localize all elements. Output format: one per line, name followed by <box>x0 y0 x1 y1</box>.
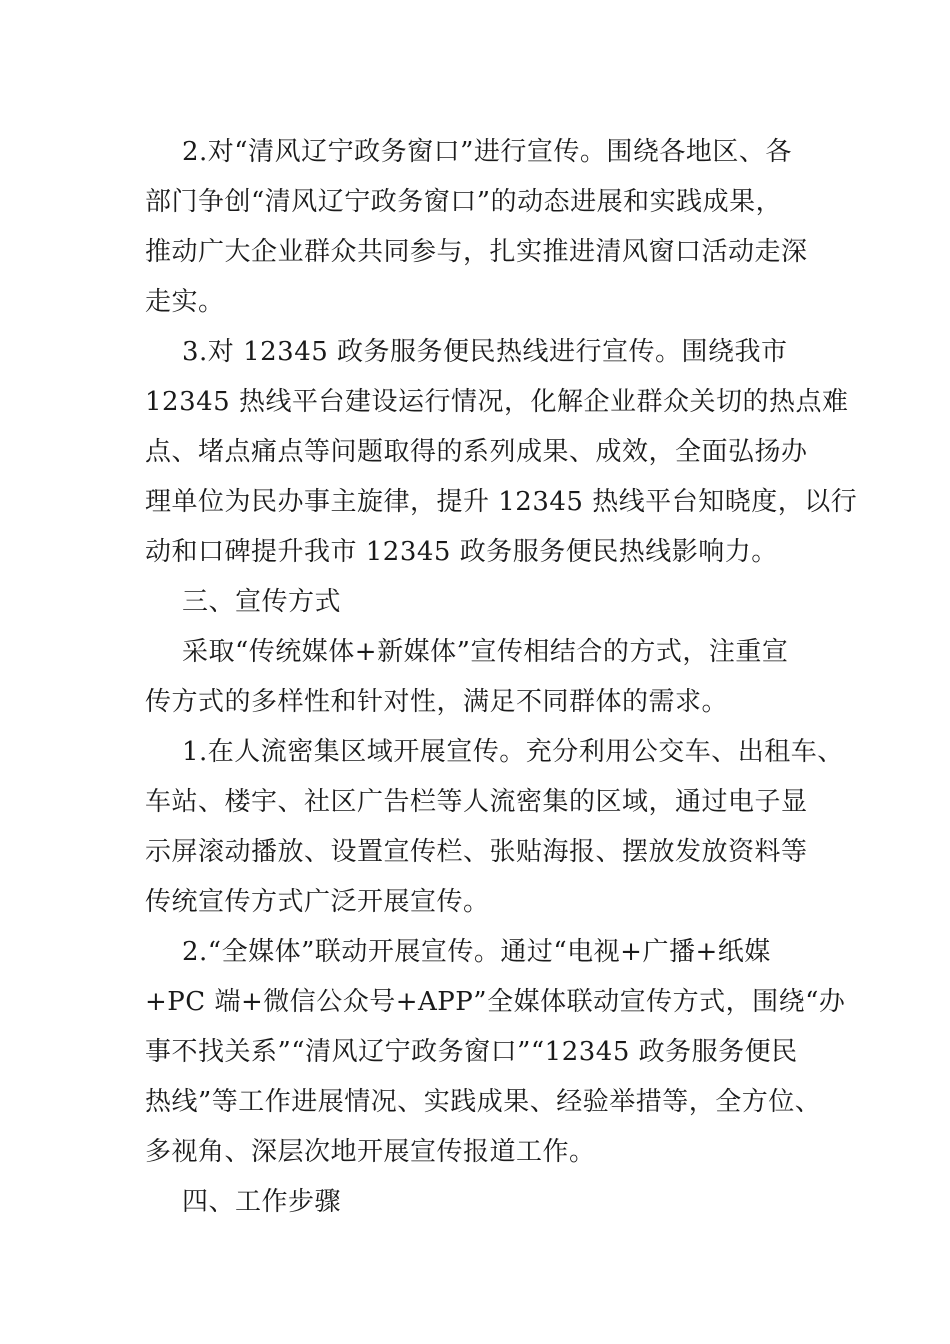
paragraph-line: 事不找关系”“清风辽宁政务窗口”“12345 政务服务便民 <box>145 1037 798 1067</box>
section-heading: 三、宣传方式 <box>182 587 342 617</box>
paragraph-line: 12345 热线平台建设运行情况，化解企业群众关切的热点难 <box>145 387 849 417</box>
paragraph-line: 传方式的多样性和针对性，满足不同群体的需求。 <box>145 687 729 717</box>
paragraph-line: 采取“传统媒体+新媒体”宣传相结合的方式，注重宣 <box>182 637 789 667</box>
paragraph-line: 热线”等工作进展情况、实践成果、经验举措等，全方位、 <box>145 1087 822 1117</box>
paragraph-line: 理单位为民办事主旋律，提升 12345 热线平台知晓度，以行 <box>145 487 858 517</box>
paragraph-line: 车站、楼宇、社区广告栏等人流密集的区域，通过电子显 <box>145 787 808 817</box>
paragraph-line: 示屏滚动播放、设置宣传栏、张贴海报、摆放发放资料等 <box>145 837 808 867</box>
paragraph-line: 2.对“清风辽宁政务窗口”进行宣传。围绕各地区、各 <box>182 137 792 167</box>
paragraph-line: 动和口碑提升我市 12345 政务服务便民热线影响力。 <box>145 537 778 567</box>
paragraph-line: 2.“全媒体”联动开展宣传。通过“电视+广播+纸媒 <box>182 937 771 967</box>
paragraph-line: 传统宣传方式广泛开展宣传。 <box>145 887 490 917</box>
paragraph-line: 1.在人流密集区域开展宣传。充分利用公交车、出租车、 <box>182 737 844 767</box>
paragraph-line: 推动广大企业群众共同参与，扎实推进清风窗口活动走深 <box>145 237 808 267</box>
paragraph-line: 点、堵点痛点等问题取得的系列成果、成效，全面弘扬办 <box>145 437 808 467</box>
section-heading: 四、工作步骤 <box>182 1187 342 1217</box>
paragraph-line: +PC 端+微信公众号+APP”全媒体联动宣传方式，围绕“办 <box>145 987 846 1017</box>
paragraph-line: 多视角、深层次地开展宣传报道工作。 <box>145 1137 596 1167</box>
paragraph-line: 部门争创“清风辽宁政务窗口”的动态进展和实践成果， <box>145 187 783 217</box>
paragraph-line: 3.对 12345 政务服务便民热线进行宣传。围绕我市 <box>182 337 788 367</box>
paragraph-line: 走实。 <box>145 287 225 317</box>
